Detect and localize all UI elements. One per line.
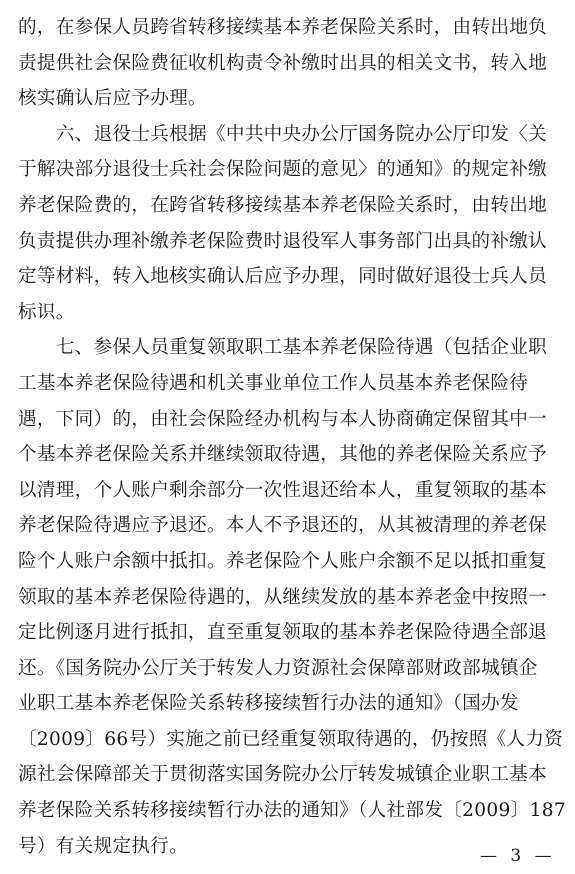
text-line: 七、参保人员重复领取职工基本养老保险待遇（包括企业职: [18, 337, 548, 359]
text-line: 以清理，个人账户剩余部分一次性退还给本人，重复领取的基本: [18, 479, 548, 501]
text-line: 的，在参保人员跨省转移接续基本养老保险关系时，由转出地负: [18, 17, 548, 38]
page-number: — 3 —: [480, 846, 556, 866]
body-text: [18, 10, 568, 864]
text-line: 工基本养老保险待遇和机关事业单位工作人员基本养老保险待: [18, 372, 529, 394]
text-line: 养老保险关系转移接续暂行办法的通知》（人社部发〔2009〕187: [18, 800, 566, 822]
text-line: 业职工基本养老保险关系转移接续暂行办法的通知》（国办发: [18, 693, 519, 715]
text-line: 领取的基本养老保险待遇的，从继续发放的基本养老金中按照一: [18, 586, 548, 608]
text-line: 号）有关规定执行。: [18, 835, 189, 857]
text-line: 养老保险待遇应予退还。本人不予退还的，从其被清理的养老保: [18, 515, 548, 537]
text-line: 标识。: [18, 301, 75, 323]
text-line: 核实确认后应予办理。: [18, 88, 207, 110]
text-line: 养老保险费的，在跨省转移接续基本养老保险关系时，由转出地: [18, 194, 548, 216]
text-line: 责提供社会保险费征收机构责令补缴时出具的相关文书，转入地: [18, 52, 548, 74]
text-line: 六、退役士兵根据《中共中央办公厅国务院办公厅印发〈关: [18, 123, 548, 145]
document-page: [18, 10, 568, 870]
text-line: 个基本养老保险关系并继续领取待遇，其他的养老保险关系应予: [18, 444, 548, 466]
text-line: 于解决部分退役士兵社会保险问题的意见〉的通知》的规定补缴: [18, 159, 548, 181]
text-line: 〔2009〕66号）实施之前已经重复领取待遇的，仍按照《人力资: [18, 728, 564, 750]
text-line: 负责提供办理补缴养老保险费时退役军人事务部门出具的补缴认: [18, 230, 548, 252]
text-line: 险个人账户余额中抵扣。养老保险个人账户余额不足以抵扣重复: [18, 550, 548, 572]
text-line: 定比例逐月进行抵扣，直至重复领取的基本养老保险待遇全部退: [18, 622, 548, 644]
text-line: 遇，下同）的，由社会保险经办机构与本人协商确定保留其中一: [18, 408, 548, 430]
text-line: 定等材料，转入地核实确认后应予办理，同时做好退役士兵人员: [18, 266, 548, 288]
text-line: 还。《国务院办公厅关于转发人力资源社会保障部财政部城镇企: [18, 657, 538, 679]
text-line: 源社会保障部关于贯彻落实国务院办公厅转发城镇企业职工基本: [18, 764, 548, 786]
